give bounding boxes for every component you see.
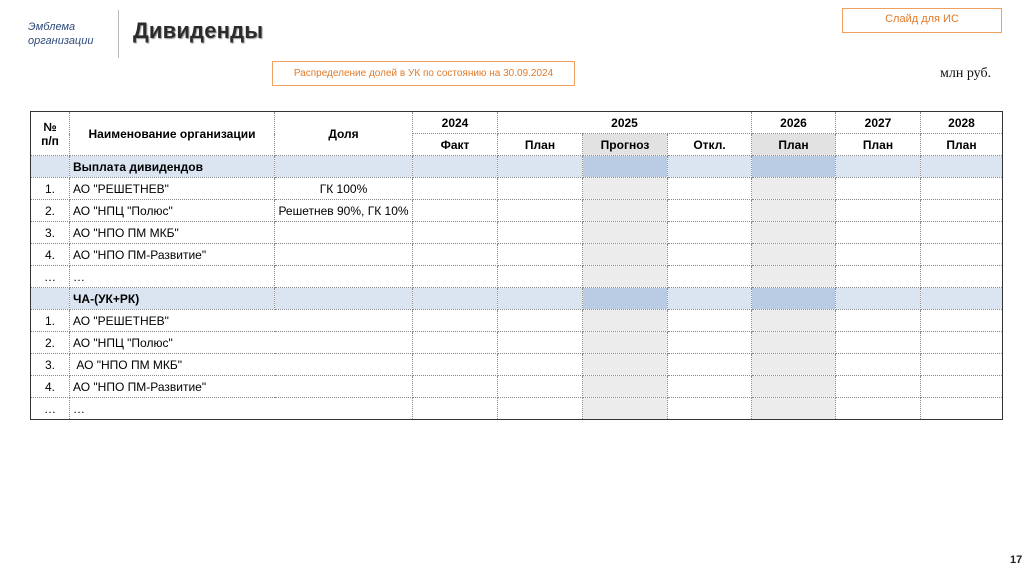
cell xyxy=(413,376,498,398)
units-label: млн руб. xyxy=(940,66,992,81)
organization-name: АО "РЕШЕТНЕВ" xyxy=(70,310,413,332)
organization-name: АО "НПЦ "Полюс" xyxy=(70,200,275,222)
header-row-years xyxy=(31,112,1003,134)
section-cell xyxy=(752,156,836,178)
table-row xyxy=(31,266,1003,288)
cell xyxy=(498,200,583,222)
section-cell xyxy=(413,156,498,178)
cell xyxy=(836,354,921,376)
row-number: 3. xyxy=(31,222,70,244)
section-cell xyxy=(275,156,413,178)
organization-name: … xyxy=(70,398,413,420)
year-2025: 2025 xyxy=(498,112,752,134)
section-header-dividends xyxy=(31,156,1003,178)
section-title: Выплата дивидендов xyxy=(70,156,275,178)
cell xyxy=(413,244,498,266)
cell xyxy=(498,244,583,266)
cell xyxy=(752,332,836,354)
section-header-net-assets xyxy=(31,288,1003,310)
cell xyxy=(921,398,1003,420)
cell xyxy=(836,310,921,332)
table-row xyxy=(31,376,1003,398)
row-number: 2. xyxy=(31,200,70,222)
cell xyxy=(413,332,498,354)
col-head-name: Наименование организации xyxy=(70,112,275,156)
cell xyxy=(583,266,668,288)
cell xyxy=(921,222,1003,244)
dividends-table xyxy=(30,111,1003,420)
row-number: 2. xyxy=(31,332,70,354)
cell xyxy=(752,266,836,288)
section-cell xyxy=(583,156,668,178)
table-row xyxy=(31,200,1003,222)
cell xyxy=(921,266,1003,288)
section-title: ЧА-(УК+РК) xyxy=(70,288,275,310)
cell xyxy=(583,200,668,222)
subhead-plan-2025: План xyxy=(498,134,583,156)
section-cell xyxy=(668,156,752,178)
organization-name: … xyxy=(70,266,275,288)
cell xyxy=(583,332,668,354)
section-cell xyxy=(31,288,70,310)
header-divider xyxy=(118,10,119,58)
cell xyxy=(921,354,1003,376)
row-number: 4. xyxy=(31,376,70,398)
row-number: … xyxy=(31,266,70,288)
cell xyxy=(752,310,836,332)
cell xyxy=(498,222,583,244)
subhead-plan-2027: План xyxy=(836,134,921,156)
section-cell xyxy=(752,288,836,310)
cell xyxy=(668,244,752,266)
cell xyxy=(836,266,921,288)
organization-name: АО "НПЦ "Полюс" xyxy=(70,332,413,354)
cell xyxy=(752,398,836,420)
section-cell xyxy=(498,156,583,178)
page-title: Дивиденды xyxy=(133,18,264,43)
cell xyxy=(413,222,498,244)
share-value: ГК 100% xyxy=(275,178,413,200)
cell xyxy=(836,244,921,266)
organization-name: АО "НПО ПМ-Развитие" xyxy=(70,244,275,266)
share-value: Решетнев 90%, ГК 10% xyxy=(275,200,413,222)
row-number: 1. xyxy=(31,310,70,332)
row-number: 3. xyxy=(31,354,70,376)
cell xyxy=(752,354,836,376)
organization-name: АО "НПО ПМ МКБ" xyxy=(70,354,413,376)
cell xyxy=(921,376,1003,398)
year-2024: 2024 xyxy=(413,112,498,134)
year-2028: 2028 xyxy=(921,112,1003,134)
section-cell xyxy=(836,288,921,310)
cell xyxy=(752,178,836,200)
cell xyxy=(498,354,583,376)
cell xyxy=(413,398,498,420)
subhead-plan-2026: План xyxy=(752,134,836,156)
cell xyxy=(752,222,836,244)
cell xyxy=(668,222,752,244)
cell xyxy=(836,222,921,244)
organization-name: АО "НПО ПМ-Развитие" xyxy=(70,376,413,398)
cell xyxy=(668,266,752,288)
cell xyxy=(668,200,752,222)
cell xyxy=(668,332,752,354)
cell xyxy=(583,310,668,332)
cell xyxy=(921,332,1003,354)
cell xyxy=(668,178,752,200)
cell xyxy=(583,222,668,244)
share-value xyxy=(275,244,413,266)
subhead-fact: Факт xyxy=(413,134,498,156)
table-row xyxy=(31,310,1003,332)
section-cell xyxy=(583,288,668,310)
col-head-number: № п/п xyxy=(31,112,70,156)
section-cell xyxy=(413,288,498,310)
table-row xyxy=(31,398,1003,420)
subhead-forecast: Прогноз xyxy=(583,134,668,156)
col-head-share: Доля xyxy=(275,112,413,156)
share-value xyxy=(275,222,413,244)
cell xyxy=(836,332,921,354)
cell xyxy=(498,332,583,354)
table-row xyxy=(31,244,1003,266)
subhead-plan-2028: План xyxy=(921,134,1003,156)
cell xyxy=(668,376,752,398)
section-cell xyxy=(498,288,583,310)
cell xyxy=(413,200,498,222)
cell xyxy=(498,310,583,332)
cell xyxy=(836,398,921,420)
row-number: 4. xyxy=(31,244,70,266)
table-row xyxy=(31,332,1003,354)
share-value xyxy=(275,266,413,288)
slide-for-is-label: Слайд для ИС xyxy=(842,8,1002,33)
organization-logo: Эмблема организации xyxy=(28,21,94,47)
year-2026: 2026 xyxy=(752,112,836,134)
section-cell xyxy=(31,156,70,178)
section-cell xyxy=(921,156,1003,178)
cell xyxy=(583,244,668,266)
year-2027: 2027 xyxy=(836,112,921,134)
organization-name: АО "НПО ПМ МКБ" xyxy=(70,222,275,244)
cell xyxy=(413,178,498,200)
cell xyxy=(498,266,583,288)
table-row xyxy=(31,354,1003,376)
table-row xyxy=(31,222,1003,244)
cell xyxy=(498,178,583,200)
cell xyxy=(583,376,668,398)
section-cell xyxy=(921,288,1003,310)
cell xyxy=(752,376,836,398)
row-number: … xyxy=(31,398,70,420)
cell xyxy=(921,178,1003,200)
section-cell xyxy=(668,288,752,310)
organization-name: АО "РЕШЕТНЕВ" xyxy=(70,178,275,200)
distribution-note: Распределение долей в УК по состоянию на 30.09.2024 xyxy=(272,61,575,86)
cell xyxy=(921,200,1003,222)
cell xyxy=(668,398,752,420)
cell xyxy=(498,376,583,398)
cell xyxy=(583,398,668,420)
cell xyxy=(836,376,921,398)
cell xyxy=(668,310,752,332)
section-cell xyxy=(275,288,413,310)
cell xyxy=(413,354,498,376)
table-row xyxy=(31,178,1003,200)
cell xyxy=(668,354,752,376)
cell xyxy=(921,244,1003,266)
cell xyxy=(413,310,498,332)
cell xyxy=(836,178,921,200)
cell xyxy=(583,178,668,200)
cell xyxy=(921,310,1003,332)
cell xyxy=(413,266,498,288)
section-cell xyxy=(836,156,921,178)
cell xyxy=(752,244,836,266)
subhead-deviation: Откл. xyxy=(668,134,752,156)
row-number: 1. xyxy=(31,178,70,200)
cell xyxy=(752,200,836,222)
cell xyxy=(583,354,668,376)
cell xyxy=(498,398,583,420)
page-number: 17 xyxy=(1010,554,1023,566)
cell xyxy=(836,200,921,222)
